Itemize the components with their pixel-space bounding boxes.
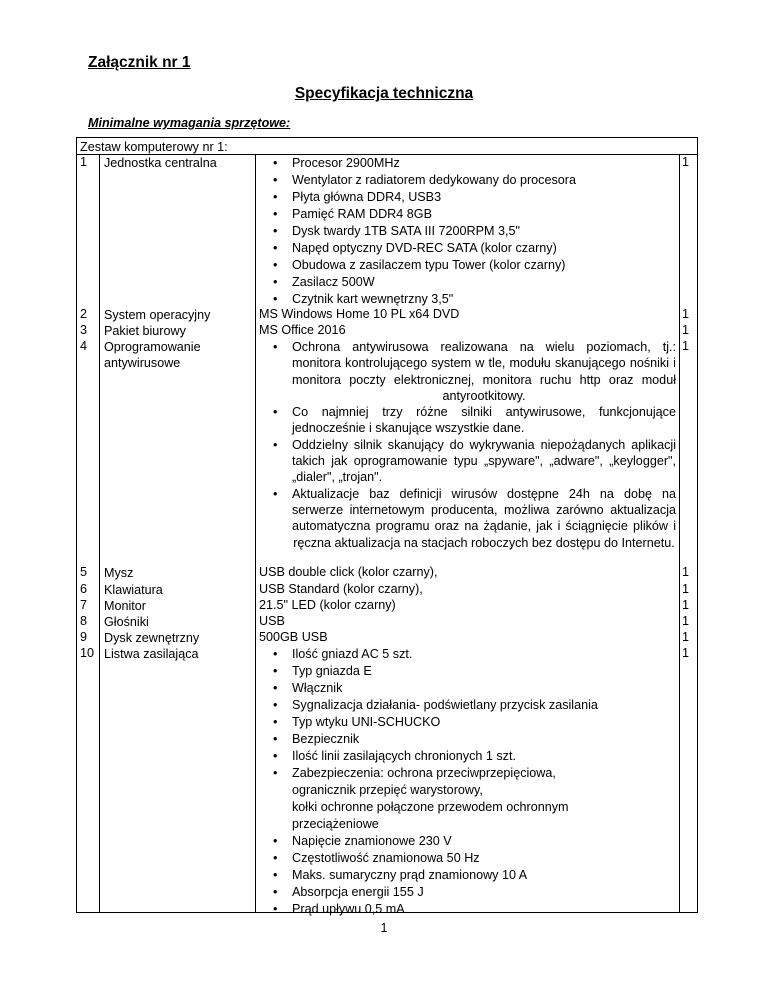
list-item: • Włącznik [259, 680, 676, 697]
list-item: • Co najmniej trzy różne silniki antywirusowe, funkcjonujące jednocześnie i skanujące wszystkie dane. [259, 404, 676, 437]
list-item: • Aktualizacje baz definicji wirusów dostępne 24h na dobę na serwerze internetowym producenta, możliwa zarówno aktualizacja automatyczna programu oraz na żądanie, jak i ściągnięcie plików i ręczna aktualizacja na stacjach roboczych bez dostępu do Internetu. [259, 486, 676, 551]
row-name: System operacyjny [104, 308, 211, 322]
row-description: MS Windows Home 10 PL x64 DVD [259, 307, 460, 321]
attachment-label: Załącznik nr 1 [88, 54, 191, 71]
list-item: • Czytnik kart wewnętrzny 3,5" [259, 291, 676, 308]
list-item: • Prąd upływu 0,5 mA [259, 901, 676, 918]
row-description [259, 339, 676, 551]
page-number: 1 [380, 921, 388, 935]
row-name: Jednostka centralna [104, 156, 217, 170]
list-item: • Częstotliwość znamionowa 50 Hz [259, 850, 676, 867]
list-item: • Ilość gniazd AC 5 szt. [259, 646, 676, 663]
list-item: • Procesor 2900MHz [259, 155, 676, 172]
row-description [259, 155, 676, 308]
list-item: • Sygnalizacja działania- podświetlany przycisk zasilania [259, 697, 676, 714]
row-quantity: 1 [682, 646, 690, 660]
row-name: Dysk zewnętrzny [104, 631, 200, 645]
list-item: • Oddzielny silnik skanujący do wykrywania niepożądanych aplikacji takich jak oprogramowanie typu „spyware", „adware", „keylogger", „dialer", „trojan". [259, 437, 676, 486]
row-number: 6 [80, 582, 88, 596]
list-item: • Zasilacz 500W [259, 274, 676, 291]
list-item: • Maks. sumaryczny prąd znamionowy 10 A [259, 867, 676, 884]
row-description: MS Office 2016 [259, 323, 346, 337]
row-quantity: 1 [682, 582, 690, 596]
row-description [259, 646, 676, 918]
table-divider [99, 154, 100, 913]
row-description: USB [259, 614, 285, 628]
row-name: Pakiet biurowy [104, 324, 186, 338]
row-number: 1 [80, 155, 88, 169]
list-item: • Obudowa z zasilaczem typu Tower (kolor czarny) [259, 257, 676, 274]
row-name: Monitor [104, 599, 146, 613]
row-number: 4 [80, 339, 88, 353]
list-item: • Wentylator z radiatorem dedykowany do procesora [259, 172, 676, 189]
list-item: • Napięcie znamionowe 230 V [259, 833, 676, 850]
list-item: • Absorpcja energii 155 J [259, 884, 676, 901]
list-item: • Pamięć RAM DDR4 8GB [259, 206, 676, 223]
section-subtitle: Minimalne wymagania sprzętowe: [88, 116, 291, 130]
row-name: Oprogramowanie antywirusowe [104, 340, 201, 370]
page-title: Specyfikacja techniczna [294, 85, 474, 102]
row-quantity: 1 [682, 630, 690, 644]
row-quantity: 1 [682, 598, 690, 612]
list-item: • Typ gniazda E [259, 663, 676, 680]
row-quantity: 1 [682, 323, 690, 337]
row-name: Listwa zasilająca [104, 647, 199, 661]
row-quantity: 1 [682, 307, 690, 321]
protection-line: ogranicznik przepięć warystorowy, [292, 783, 483, 797]
list-item: • Ochrona antywirusowa realizowana na wielu poziomach, tj.: monitora kontrolującego system w tle, modułu skanującego nośniki i monitora poczty elektronicznej, monitora ruchu http oraz moduł antyrootkitowy. [259, 339, 676, 404]
row-name: Mysz [104, 566, 134, 580]
row-description: USB Standard (kolor czarny), [259, 582, 423, 596]
row-number: 3 [80, 323, 88, 337]
list-item: • Ilość linii zasilających chronionych 1 szt. [259, 748, 676, 765]
row-name: Klawiatura [104, 583, 163, 597]
list-item: • Bezpiecznik [259, 731, 676, 748]
protection-line: kołki ochronne połączone przewodem ochronnym [292, 800, 569, 814]
row-number: 8 [80, 614, 88, 628]
protection-heading: • Zabezpieczenia: ochrona przeciwprzepięciowa, [292, 766, 556, 780]
row-description: 21.5" LED (kolor czarny) [259, 598, 396, 612]
row-number: 9 [80, 630, 88, 644]
list-item: • Napęd optyczny DVD-REC SATA (kolor czarny) [259, 240, 676, 257]
set-label: Zestaw komputerowy nr 1: [80, 140, 228, 154]
protection-line: przeciążeniowe [292, 817, 379, 831]
list-item: • Typ wtyku UNI-SCHUCKO [259, 714, 676, 731]
list-item [259, 765, 676, 833]
list-item: • Płyta główna DDR4, USB3 [259, 189, 676, 206]
row-quantity: 1 [682, 565, 690, 579]
table-divider [255, 154, 256, 913]
row-number: 2 [80, 307, 88, 321]
row-quantity: 1 [682, 339, 690, 353]
row-quantity: 1 [682, 155, 690, 169]
row-description: USB double click (kolor czarny), [259, 565, 438, 579]
row-number: 10 [80, 646, 95, 660]
row-name: Głośniki [104, 615, 149, 629]
row-number: 7 [80, 598, 88, 612]
row-number: 5 [80, 565, 88, 579]
list-item: • Dysk twardy 1TB SATA III 7200RPM 3,5" [259, 223, 676, 240]
row-quantity: 1 [682, 614, 690, 628]
table-divider [679, 154, 680, 913]
row-description: 500GB USB [259, 630, 328, 644]
